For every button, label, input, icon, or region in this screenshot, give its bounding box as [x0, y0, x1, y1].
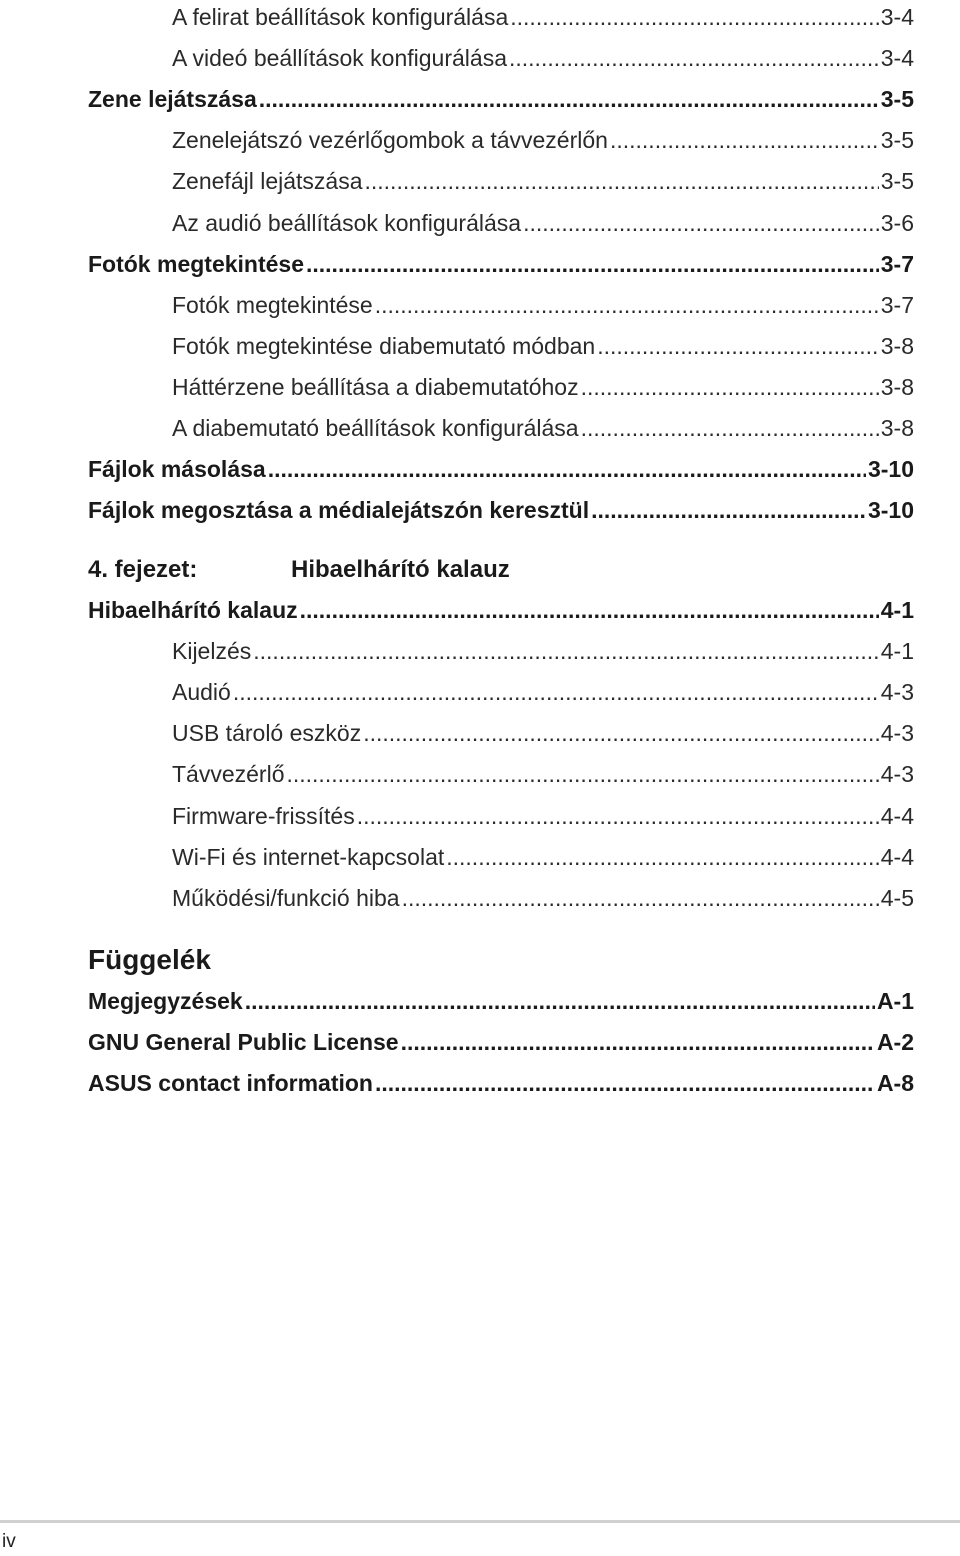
toc-leader-dots [523, 206, 879, 240]
toc-entry-title: A felirat beállítások konfigurálása [172, 4, 509, 30]
toc-entry-page: 3-7 [880, 291, 914, 318]
toc-leader-dots [233, 675, 879, 709]
toc-entry[interactable] [172, 675, 914, 709]
toc-entry-title: Zene lejátszása [88, 86, 257, 113]
toc-leader-dots [401, 1025, 875, 1059]
toc-entry[interactable] [88, 593, 914, 627]
toc-entry-page: A-1 [876, 988, 914, 1014]
toc-entry-title: Firmware-frissítés [172, 802, 355, 829]
toc-entry-title: A diabemutató beállítások konfigurálása [172, 415, 579, 441]
toc-leader-dots [259, 82, 879, 116]
toc-entry-title: Távvezérlő [172, 761, 285, 788]
toc-entry-title: Fotók megtekintése [88, 250, 304, 277]
toc-entry-title: Audió [172, 679, 231, 706]
toc-leader-dots [375, 288, 879, 322]
toc-entry-title: Zenefájl lejátszása [172, 168, 363, 195]
toc-leader-dots [253, 634, 878, 668]
toc-entry-title: GNU General Public License [88, 1029, 399, 1056]
toc-entry-title: A videó beállítások konfigurálása [172, 45, 507, 72]
toc-entry-page: 4-4 [880, 843, 914, 870]
toc-entry-page: 3-5 [880, 168, 914, 195]
toc-entry-page: 4-1 [880, 638, 914, 665]
toc-entry-title: Kijelzés [172, 638, 252, 665]
toc-entry-page: 4-5 [880, 884, 914, 911]
toc-entry-title: Háttérzene beállítása a diabemutatóhoz [172, 373, 579, 400]
footer-divider [0, 1520, 960, 1523]
toc-entry-page: A-8 [876, 1070, 914, 1097]
toc-entry[interactable] [88, 984, 914, 1018]
toc-entry-page: 3-8 [880, 332, 914, 359]
toc-entry-title: USB tároló eszköz [172, 720, 362, 747]
toc-leader-dots [375, 1066, 875, 1100]
chapter-label: 4. fejezet: [88, 556, 198, 583]
toc-leader-dots [300, 593, 879, 627]
toc-leader-dots [306, 247, 879, 281]
toc-entry[interactable] [172, 370, 914, 404]
toc-leader-dots [402, 881, 879, 915]
toc-entry[interactable] [88, 452, 914, 486]
toc-entry[interactable] [88, 493, 914, 527]
appendix-heading: Függelék [88, 944, 211, 975]
toc-entry[interactable] [172, 716, 914, 750]
toc-leader-dots [581, 370, 879, 404]
toc-entry-title: Működési/funkció hiba [172, 884, 400, 911]
toc-entry-title: Fájlok megosztása a médialejátszón keresztül [88, 497, 590, 524]
toc-entry[interactable] [172, 206, 914, 240]
toc-entry-page: 3-8 [880, 373, 914, 400]
toc-leader-dots [446, 840, 879, 874]
toc-entry[interactable] [88, 247, 914, 281]
toc-entry[interactable] [172, 634, 914, 668]
toc-entry-title: Fotók megtekintése diabemutató módban [172, 332, 596, 359]
toc-leader-dots [597, 329, 879, 363]
toc-entry-page: 4-3 [880, 720, 914, 747]
chapter-heading [88, 552, 510, 588]
toc-entry[interactable] [172, 881, 914, 915]
toc-leader-dots [245, 984, 875, 1018]
toc-entry[interactable] [172, 840, 914, 874]
toc-entry-page: 3-7 [880, 250, 914, 277]
toc-entry-title: Az audió beállítások konfigurálása [172, 209, 522, 236]
toc-entry-page: 4-3 [880, 761, 914, 788]
toc-leader-dots [286, 757, 878, 791]
toc-entry-title: Fotók megtekintése [172, 291, 373, 318]
toc-leader-dots [357, 799, 879, 833]
toc-entry[interactable] [172, 0, 914, 34]
toc-leader-dots [268, 452, 866, 486]
toc-entry[interactable] [172, 799, 914, 833]
toc-entry[interactable] [172, 288, 914, 322]
toc-entry[interactable] [88, 82, 914, 116]
toc-entry-page: 3-5 [880, 86, 914, 113]
toc-entry-page: 3-10 [867, 497, 914, 524]
toc-entry[interactable] [172, 329, 914, 363]
toc-leader-dots [510, 0, 878, 34]
toc-entry-page: 3-6 [880, 209, 914, 236]
toc-entry[interactable] [172, 41, 914, 75]
page-number: iv [2, 1531, 16, 1552]
toc-entry-title: Wi-Fi és internet-kapcsolat [172, 843, 445, 870]
toc-entry[interactable] [88, 1066, 914, 1100]
toc-leader-dots [509, 41, 879, 75]
toc-leader-dots [591, 493, 866, 527]
toc-entry[interactable] [172, 123, 914, 157]
toc-entry[interactable] [172, 164, 914, 198]
toc-entry[interactable] [172, 757, 914, 791]
toc-entry-title: Hibaelhárító kalauz [88, 597, 298, 623]
toc-entry[interactable] [88, 1025, 914, 1059]
toc-entry-title: Zenelejátszó vezérlőgombok a távvezérlőn [172, 127, 608, 154]
toc-leader-dots [610, 123, 879, 157]
toc-entry-page: 3-4 [880, 4, 914, 30]
toc-entry-title: Fájlok másolása [88, 456, 266, 483]
toc-entry-page: 3-5 [880, 127, 914, 154]
toc-entry-title: ASUS contact information [88, 1070, 373, 1097]
toc-entry-page: 4-3 [880, 679, 914, 706]
toc-leader-dots [581, 411, 879, 445]
toc-entry-page: 3-10 [867, 456, 914, 483]
toc-entry[interactable] [172, 411, 914, 445]
toc-entry-title: Megjegyzések [88, 988, 243, 1014]
toc-entry-page: 4-4 [880, 802, 914, 829]
toc-leader-dots [363, 716, 879, 750]
toc-entry-page: 3-8 [880, 415, 914, 441]
toc-leader-dots [365, 164, 879, 198]
chapter-title: Hibaelhárító kalauz [291, 556, 510, 583]
toc-entry-page: A-2 [876, 1029, 914, 1056]
toc-entry-page: 3-4 [880, 45, 914, 72]
toc-entry-page: 4-1 [880, 597, 914, 623]
